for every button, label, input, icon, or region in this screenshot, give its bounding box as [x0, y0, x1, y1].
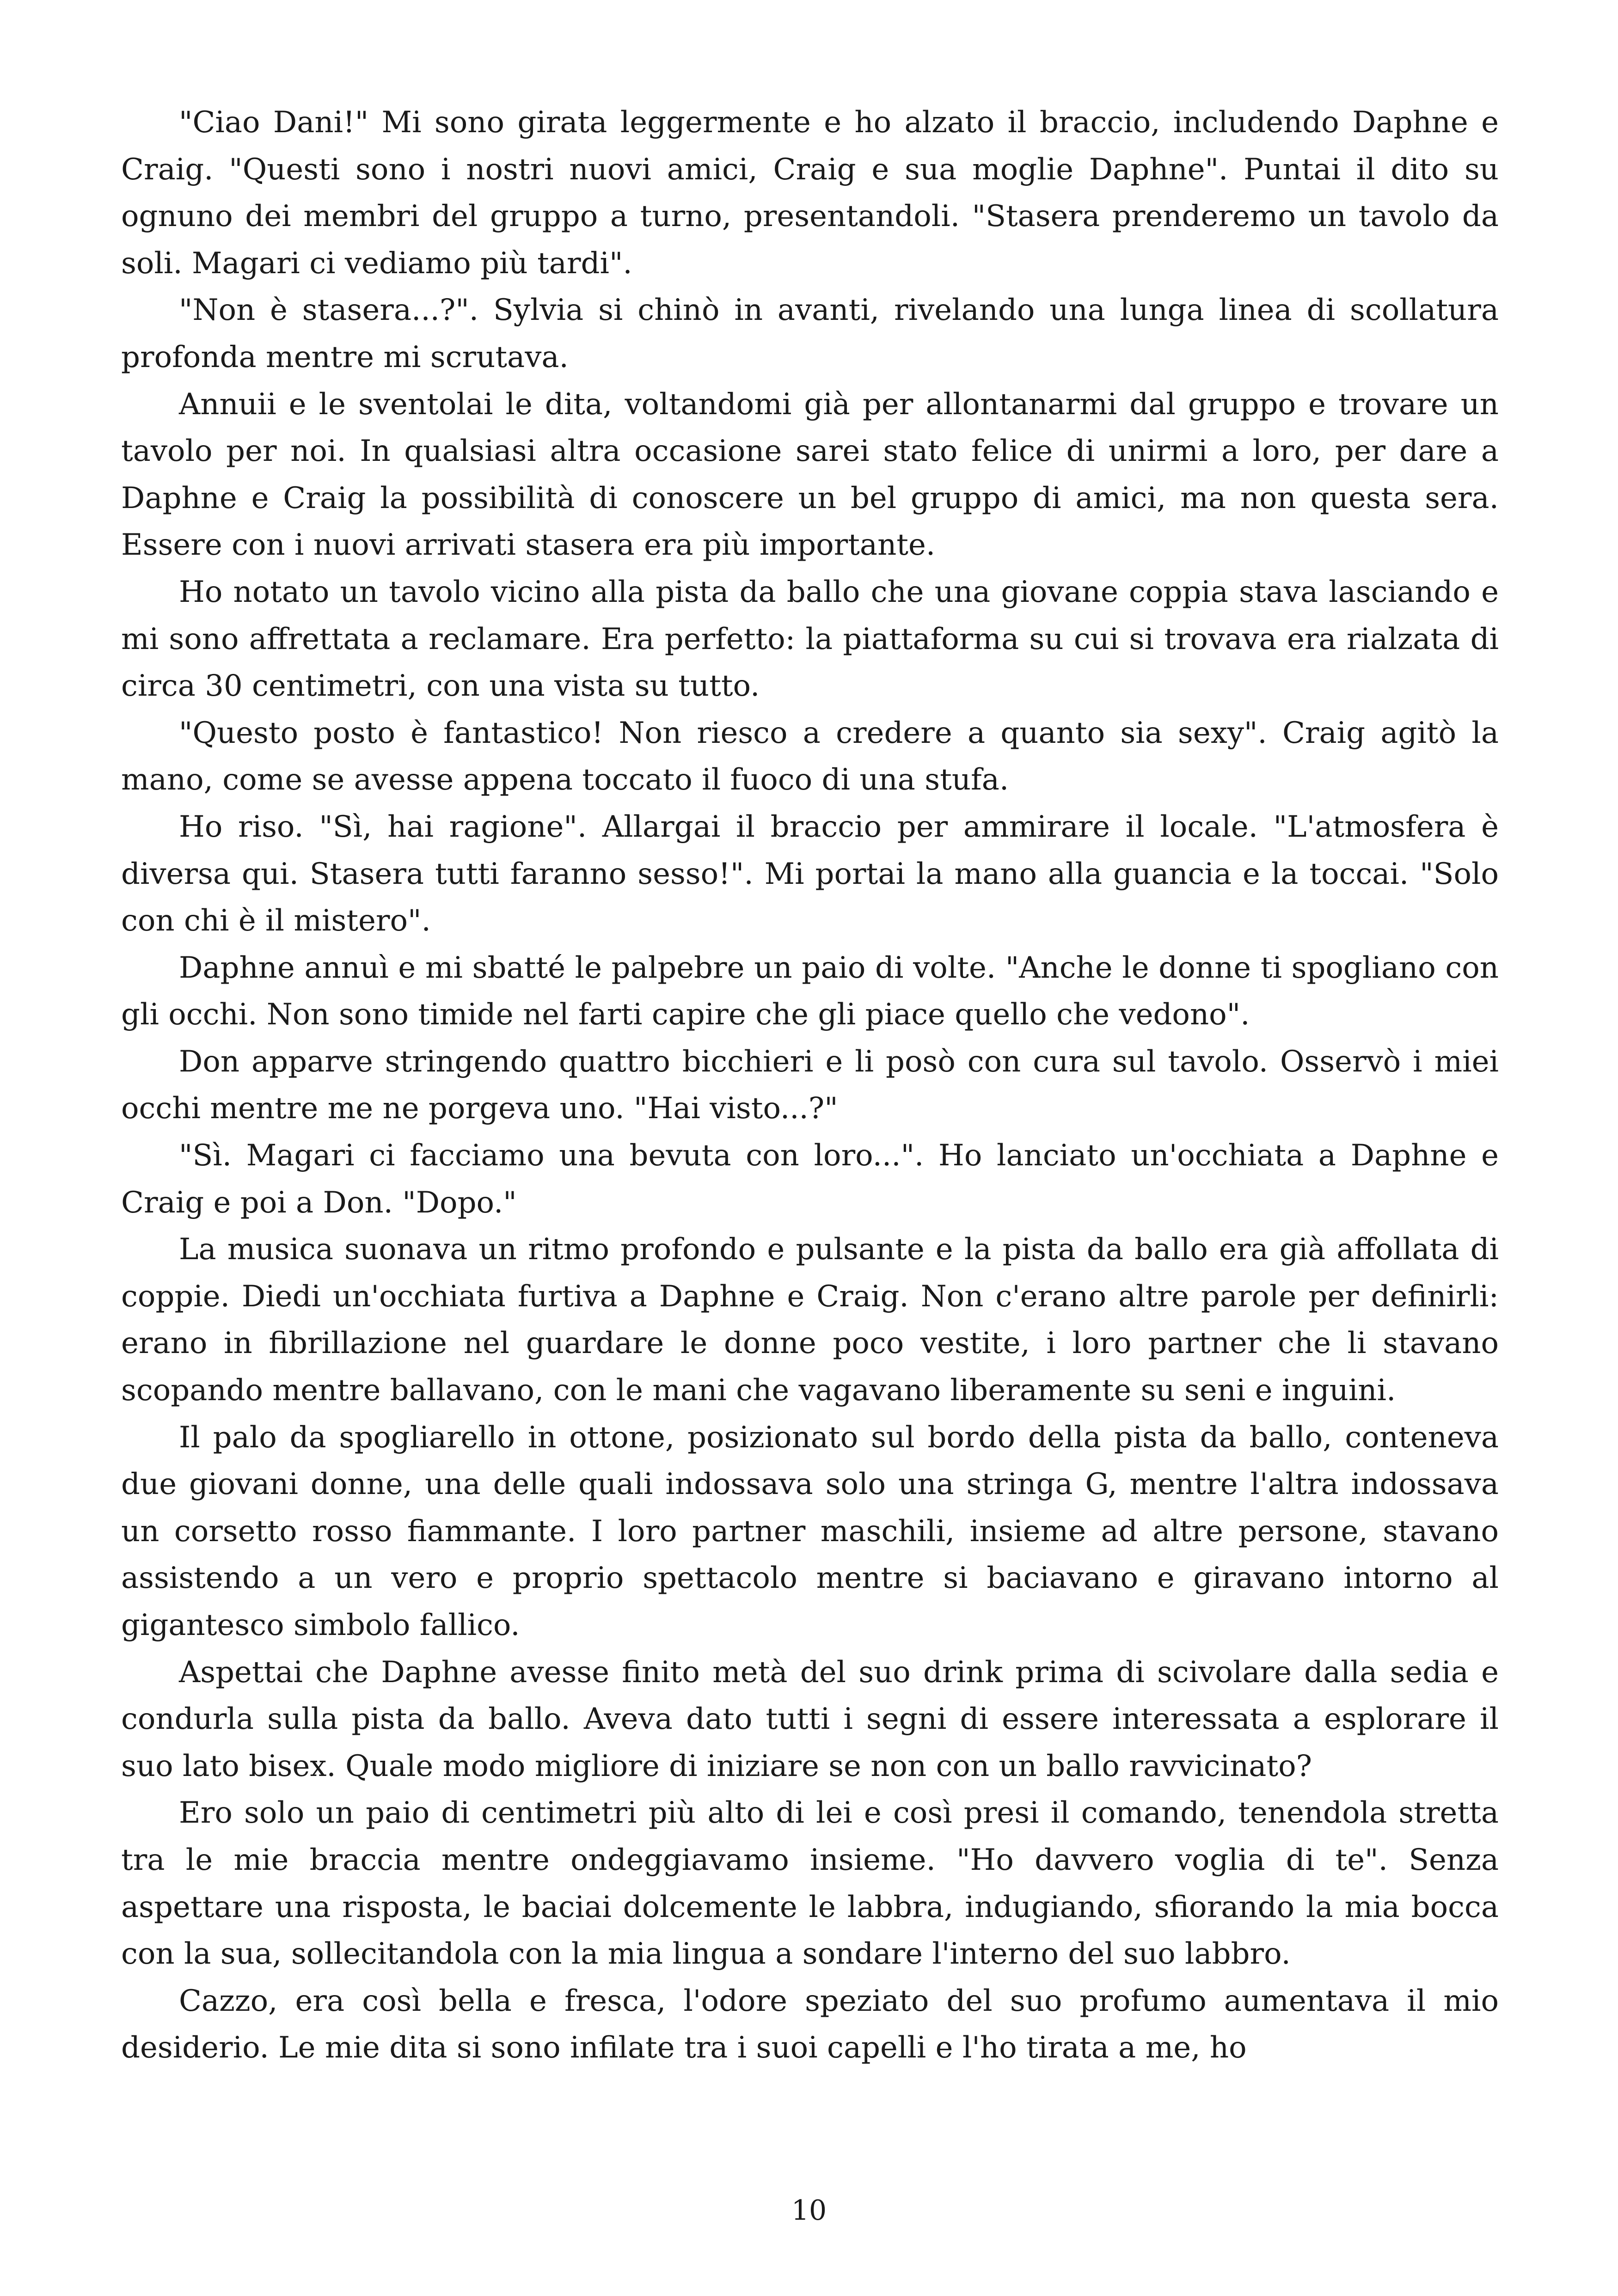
paragraph: La musica suonava un ritmo profondo e pulsante e la pista da ballo era già affollata di coppie. Diedi un'occhiata furtiva a Daphne e Craig. Non c'erano altre parole per definirli: erano in fibrillazione nel guardare le donne poco vestite, i loro partner che li stavano scopando mentre ballavano, con le mani che vagavano liberamente su seni e inguini. — [121, 1232, 1499, 1408]
paragraph: Daphne annuì e mi sbatté le palpebre un paio di volte. "Anche le donne ti spogliano con gli occhi. Non sono timide nel farti capire che gli piace quello che vedono". — [121, 950, 1499, 1032]
paragraph: Il palo da spogliarello in ottone, posizionato sul bordo della pista da ballo, conteneva due giovani donne, una delle quali indossava solo una stringa G, mentre l'altra indossava un corsetto rosso fiammante. I loro partner maschili, insieme ad altre persone, stavano assistendo a un vero e proprio spettacolo mentre si baciavano e giravano intorno al gigantesco simbolo fallico. — [121, 1420, 1499, 1642]
paragraph: Don apparve stringendo quattro bicchieri e li posò con cura sul tavolo. Osservò i miei occhi mentre me ne porgeva uno. "Hai visto...?" — [121, 1044, 1499, 1126]
paragraph: Annuii e le sventolai le dita, voltandomi già per allontanarmi dal gruppo e trovare un tavolo per noi. In qualsiasi altra occasione sarei stato felice di unirmi a loro, per dare a Daphne e Craig la possibilità di conoscere un bel gruppo di amici, ma non questa sera. Essere con i nuovi arrivati stasera era più importante. — [121, 387, 1499, 563]
paragraph: Ho riso. "Sì, hai ragione". Allargai il braccio per ammirare il locale. "L'atmosfera è diversa qui. Stasera tutti faranno sesso!". Mi portai la mano alla guancia e la toccai. "Solo con chi è il mistero". — [121, 809, 1499, 938]
paragraph: Aspettai che Daphne avesse finito metà del suo drink prima di scivolare dalla sedia e condurla sulla pista da ballo. Aveva dato tutti i segni di essere interessata a esplorare il suo lato bisex. Quale modo migliore di iniziare se non con un ballo ravvicinato? — [121, 1655, 1499, 1783]
paragraph: Ero solo un paio di centimetri più alto di lei e così presi il comando, tenendola stretta tra le mie braccia mentre ondeggiavamo insieme. "Ho davvero voglia di te". Senza aspettare una risposta, le baciai dolcemente le labbra, indugiando, sfiorando la mia bocca con la sua, sollecitandola con la mia lingua a sondare l'interno del suo labbro. — [121, 1796, 1499, 1971]
paragraph: Ho notato un tavolo vicino alla pista da ballo che una giovane coppia stava lasciando e mi sono affrettata a reclamare. Era perfetto: la piattaforma su cui si trovava era rialzata di circa 30 centimetri, con una vista su tutto. — [121, 575, 1499, 704]
paragraph: "Sì. Magari ci facciamo una bevuta con loro...". Ho lanciato un'occhiata a Daphne e Craig e poi a Don. "Dopo." — [121, 1139, 1499, 1220]
paragraph: Cazzo, era così bella e fresca, l'odore speziato del suo profumo aumentava il mio desiderio. Le mie dita si sono infilate tra i suoi capelli e l'ho tirata a me, ho — [121, 1984, 1499, 2065]
paragraph: "Questo posto è fantastico! Non riesco a credere a quanto sia sexy". Craig agitò la mano, come se avesse appena toccato il fuoco di una stufa. — [121, 716, 1499, 797]
paragraph: "Non è stasera...?". Sylvia si chinò in avanti, rivelando una lunga linea di scollatura profonda mentre mi scrutava. — [121, 293, 1499, 374]
page-number: 10 — [791, 2194, 827, 2227]
page-body — [121, 99, 1499, 2072]
paragraph: "Ciao Dani!" Mi sono girata leggermente e ho alzato il braccio, includendo Daphne e Craig. "Questi sono i nostri nuovi amici, Craig e sua moglie Daphne". Puntai il dito su ognuno dei membri del gruppo a turno, presentandoli. "Stasera prenderemo un tavolo da soli. Magari ci vediamo più tardi". — [121, 105, 1499, 281]
